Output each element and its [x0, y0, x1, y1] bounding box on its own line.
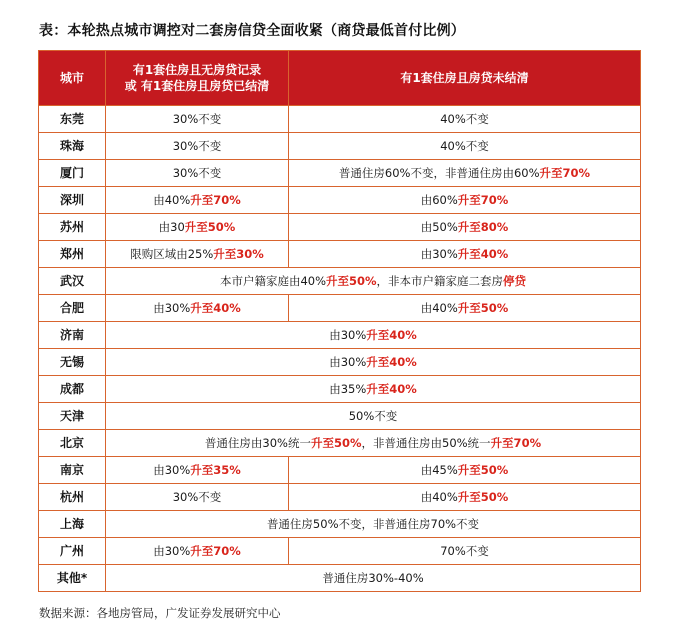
cell-text: 限购区域由25%: [130, 247, 214, 261]
table-row: [39, 511, 641, 538]
highlight-text: 升至50%: [184, 220, 236, 234]
cell-text: 由45%: [420, 463, 458, 477]
header-col1-line1: 有1套住房且无房贷记录: [132, 63, 262, 77]
header-city: 城市: [39, 51, 106, 106]
table-row: [39, 457, 641, 484]
highlight-text: 升至40%: [366, 355, 417, 369]
merged-ratio-cell: [106, 376, 641, 403]
city-cell: 北京: [39, 430, 106, 457]
no-loan-ratio-cell: [106, 160, 289, 187]
table-row: [39, 160, 641, 187]
cell-text: ，非普通住房由50%统一: [361, 436, 491, 450]
header-col1-line2: 或 有1套住房且房贷已结清: [124, 79, 270, 93]
highlight-text: 升至40%: [366, 382, 417, 396]
no-loan-ratio-cell: [106, 133, 289, 160]
highlight-text: 升至80%: [457, 220, 509, 234]
city-cell: 合肥: [39, 295, 106, 322]
cell-text: 由30%: [153, 544, 191, 558]
table-row: [39, 322, 641, 349]
highlight-text: 停贷: [503, 274, 527, 288]
no-loan-ratio-cell: [106, 214, 289, 241]
no-loan-ratio-cell: [106, 295, 289, 322]
city-cell: 成都: [39, 376, 106, 403]
highlight-text: 升至50%: [457, 490, 509, 504]
city-cell: 武汉: [39, 268, 106, 295]
highlight-text: 升至40%: [457, 247, 509, 261]
city-cell: 无锡: [39, 349, 106, 376]
cell-text: 由40%: [420, 301, 458, 315]
cell-text: 由30%: [153, 301, 191, 315]
city-cell: 天津: [39, 403, 106, 430]
table-row: [39, 241, 641, 268]
outstanding-loan-ratio-cell: [289, 538, 641, 565]
highlight-text: 升至40%: [366, 328, 417, 342]
cell-text: 由40%: [420, 490, 458, 504]
outstanding-loan-ratio-cell: [289, 160, 641, 187]
table-row: [39, 106, 641, 133]
table-row: [39, 538, 641, 565]
outstanding-loan-ratio-cell: [289, 187, 641, 214]
table-row: [39, 565, 641, 592]
cell-text: 普通住房30%-40%: [322, 571, 424, 585]
outstanding-loan-ratio-cell: [289, 457, 641, 484]
highlight-text: 升至50%: [326, 274, 377, 288]
cell-text: 普通住房60%不变，非普通住房由60%: [338, 166, 540, 180]
cell-text: 由40%: [153, 193, 191, 207]
city-cell: 珠海: [39, 133, 106, 160]
city-cell: 南京: [39, 457, 106, 484]
no-loan-ratio-cell: [106, 484, 289, 511]
merged-ratio-cell: [106, 322, 641, 349]
cell-text: 30%不变: [172, 490, 222, 504]
city-cell: 东莞: [39, 106, 106, 133]
outstanding-loan-ratio-cell: [289, 295, 641, 322]
city-cell: 深圳: [39, 187, 106, 214]
city-cell: 郑州: [39, 241, 106, 268]
outstanding-loan-ratio-cell: [289, 214, 641, 241]
highlight-text: 升至50%: [457, 301, 509, 315]
cell-text: 普通住房由30%统一: [204, 436, 311, 450]
highlight-text: 升至70%: [457, 193, 509, 207]
table-row: [39, 403, 641, 430]
merged-ratio-cell: [106, 349, 641, 376]
policy-table: [38, 50, 641, 592]
cell-text: 由30%: [329, 328, 367, 342]
policy-table-container: [38, 50, 640, 592]
merged-ratio-cell: [106, 403, 641, 430]
header-col2: 有1套住房且房贷未结清: [289, 51, 641, 106]
city-cell: 杭州: [39, 484, 106, 511]
merged-ratio-cell: [106, 511, 641, 538]
no-loan-ratio-cell: [106, 106, 289, 133]
outstanding-loan-ratio-cell: [289, 241, 641, 268]
header-row: [39, 51, 641, 106]
cell-text: 由30%: [420, 247, 458, 261]
cell-text: 由35%: [329, 382, 367, 396]
table-title: 表：本轮热点城市调控对二套房信贷全面收紧（商贷最低首付比例）: [39, 23, 465, 39]
outstanding-loan-ratio-cell: [289, 133, 641, 160]
table-row: [39, 376, 641, 403]
highlight-text: 升至40%: [190, 301, 241, 315]
table-row: [39, 484, 641, 511]
cell-text: 40%不变: [440, 112, 489, 126]
table-row: [39, 133, 641, 160]
no-loan-ratio-cell: [106, 457, 289, 484]
table-row: [39, 214, 641, 241]
outstanding-loan-ratio-cell: [289, 106, 641, 133]
cell-text: 40%不变: [440, 139, 489, 153]
highlight-text: 升至70%: [190, 193, 241, 207]
highlight-text: 升至70%: [539, 166, 591, 180]
cell-text: 50%不变: [348, 409, 398, 423]
data-source-note: 数据来源：各地房管局，广发证券发展研究中心: [39, 606, 281, 620]
city-cell: 广州: [39, 538, 106, 565]
city-cell: 其他*: [39, 565, 106, 592]
no-loan-ratio-cell: [106, 187, 289, 214]
cell-text: 普通住房50%不变，非普通住房70%不变: [266, 517, 480, 531]
city-cell: 苏州: [39, 214, 106, 241]
table-body: [39, 106, 641, 592]
cell-text: ，非本市户籍家庭二套房: [376, 274, 504, 288]
cell-text: 本市户籍家庭由40%: [219, 274, 327, 288]
table-row: [39, 349, 641, 376]
cell-text: 30%不变: [172, 139, 222, 153]
no-loan-ratio-cell: [106, 538, 289, 565]
table-row: [39, 268, 641, 295]
cell-text: 由50%: [420, 220, 458, 234]
cell-text: 70%不变: [440, 544, 489, 558]
cell-text: 30%不变: [172, 112, 222, 126]
cell-text: 由30%: [329, 355, 367, 369]
highlight-text: 升至30%: [213, 247, 264, 261]
city-cell: 厦门: [39, 160, 106, 187]
merged-ratio-cell: [106, 430, 641, 457]
highlight-text: 升至50%: [310, 436, 362, 450]
table-row: [39, 187, 641, 214]
cell-text: 由30%: [153, 463, 191, 477]
highlight-text: 升至70%: [490, 436, 542, 450]
highlight-text: 升至50%: [457, 463, 509, 477]
highlight-text: 升至35%: [190, 463, 241, 477]
cell-text: 由30: [158, 220, 185, 234]
no-loan-ratio-cell: [106, 241, 289, 268]
highlight-text: 升至70%: [190, 544, 241, 558]
cell-text: 30%不变: [172, 166, 222, 180]
table-row: [39, 295, 641, 322]
city-cell: 上海: [39, 511, 106, 538]
outstanding-loan-ratio-cell: [289, 484, 641, 511]
merged-ratio-cell: [106, 268, 641, 295]
city-cell: 济南: [39, 322, 106, 349]
merged-ratio-cell: [106, 565, 641, 592]
table-row: [39, 430, 641, 457]
cell-text: 由60%: [420, 193, 458, 207]
header-col1: [106, 51, 289, 106]
